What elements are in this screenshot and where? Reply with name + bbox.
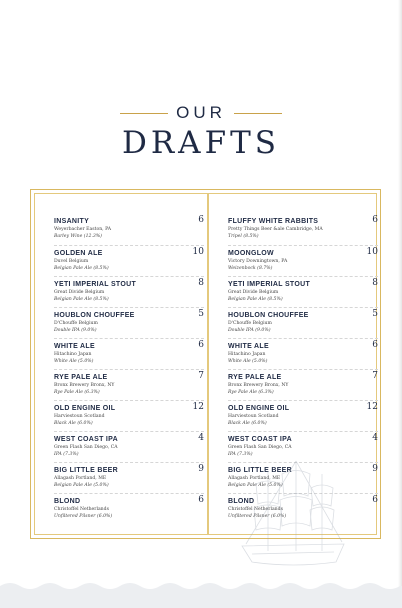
beer-number: 6 [198, 495, 204, 505]
beer-number: 12 [192, 402, 204, 412]
beer-style: White Ale (5.0%) [54, 359, 94, 364]
beer-number: 6 [372, 215, 378, 225]
list-item [54, 369, 204, 400]
beer-style: Belgian Pale Ale (5.0%) [228, 483, 283, 488]
beer-number: 5 [198, 309, 204, 319]
beer-name: OLD ENGINE OIL [228, 405, 290, 412]
beer-number: 9 [372, 464, 378, 474]
heading-our: OUR [176, 103, 226, 122]
beer-brewery: Harviestoun Scotland [54, 414, 105, 419]
heading-rule-right [234, 113, 282, 114]
beer-number: 6 [198, 215, 204, 225]
beer-number: 7 [198, 371, 204, 381]
beer-number: 10 [366, 247, 378, 257]
beer-name: BIG LITTLE BEER [54, 467, 118, 474]
list-item [228, 400, 378, 431]
beer-brewery: Allagash Portland, ME [54, 476, 107, 481]
beer-brewery: Great Divide Belgium [54, 290, 105, 295]
beer-number: 7 [372, 371, 378, 381]
list-item [54, 276, 204, 307]
heading-rule-left [120, 113, 168, 114]
beer-brewery: Hitachino Japan [54, 352, 92, 357]
beer-name: WEST COAST IPA [54, 436, 118, 443]
beer-brewery: Victory Downingtown, PA [228, 259, 288, 264]
page-edge-shadow [398, 0, 402, 608]
list-item [228, 338, 378, 369]
beer-style: White Ale (5.0%) [228, 359, 268, 364]
beer-name: INSANITY [54, 218, 90, 225]
beer-number: 8 [372, 278, 378, 288]
beer-number: 4 [198, 433, 204, 443]
beer-name: YETI IMPERIAL STOUT [228, 281, 311, 288]
beer-style: IPA (7.3%) [54, 452, 79, 457]
list-item [228, 307, 378, 338]
beer-brewery: Great Divide Belgium [228, 290, 279, 295]
beer-number: 8 [198, 278, 204, 288]
beer-brewery: Christoffel Netherlands [54, 507, 109, 512]
beer-style: Black Ale (6.0%) [228, 421, 267, 426]
beer-number: 9 [198, 464, 204, 474]
list-item [54, 245, 204, 276]
left-column [54, 214, 204, 524]
heading-drafts: DRAFTS [121, 125, 280, 161]
beer-number: 4 [372, 433, 378, 443]
beer-number: 10 [192, 247, 204, 257]
beer-style: Tripel (8.5%) [228, 234, 259, 239]
list-item [228, 369, 378, 400]
beer-name: YETI IMPERIAL STOUT [54, 281, 137, 288]
beer-name: WHITE ALE [228, 343, 269, 350]
beer-name: MOONGLOW [228, 250, 274, 257]
column-divider [207, 194, 209, 534]
beer-brewery: D'Chouffe Belgium [228, 321, 272, 326]
beer-number: 12 [366, 402, 378, 412]
beer-brewery: Green Flash San Diego, CA [54, 445, 118, 450]
beer-brewery: Duvel Belgium [54, 259, 89, 264]
menu-heading [0, 102, 402, 160]
wave-border-icon [0, 578, 402, 608]
list-item [54, 214, 204, 245]
beer-style: Barley Wine (12.3%) [54, 234, 102, 239]
beer-style: Rye Pale Ale (6.3%) [228, 390, 274, 395]
list-item [54, 431, 204, 462]
beer-style: Belgian Pale Ale (5.0%) [54, 483, 109, 488]
list-item [54, 307, 204, 338]
beer-brewery: Bronx Brewery Bronx, NY [228, 383, 289, 388]
beer-style: Double IPA (9.0%) [228, 328, 271, 333]
beer-name: RYE PALE ALE [228, 374, 282, 381]
beer-brewery: Weyerbacher Easton, PA [54, 227, 112, 232]
beer-style: Belgian Pale Ale (8.5%) [228, 297, 283, 302]
beer-style: Weizenbock (8.7%) [228, 266, 273, 271]
beer-name: BLOND [54, 498, 81, 505]
beer-style: Double IPA (9.0%) [54, 328, 97, 333]
beer-name: FLUFFY WHITE RABBITS [228, 218, 319, 225]
beer-name: WEST COAST IPA [228, 436, 292, 443]
beer-number: 6 [372, 495, 378, 505]
beer-brewery: Bronx Brewery Bronx, NY [54, 383, 115, 388]
beer-name: BIG LITTLE BEER [228, 467, 292, 474]
beer-style: Unfiltered Pilsner (6.0%) [54, 514, 113, 519]
list-item [228, 245, 378, 276]
list-item [54, 400, 204, 431]
beer-style: Unfiltered Pilsner (6.0%) [228, 514, 287, 519]
beer-style: Black Ale (6.0%) [54, 421, 93, 426]
beer-style: IPA (7.3%) [228, 452, 253, 457]
beer-brewery: Allagash Portland, ME [228, 476, 281, 481]
beer-number: 6 [372, 340, 378, 350]
beer-brewery: Hitachino Japan [228, 352, 266, 357]
list-item [228, 214, 378, 245]
beer-name: BLOND [228, 498, 255, 505]
beer-brewery: Green Flash San Diego, CA [228, 445, 292, 450]
beer-brewery: Pretty Things Beer &ale Cambridge, MA [228, 227, 323, 232]
beer-brewery: D'Chouffe Belgium [54, 321, 98, 326]
beer-style: Belgian Pale Ale (8.5%) [54, 297, 109, 302]
beer-style: Rye Pale Ale (6.3%) [54, 390, 100, 395]
list-item [54, 493, 204, 524]
beer-name: HOUBLON CHOUFFEE [54, 312, 135, 319]
list-item [228, 276, 378, 307]
beer-name: GOLDEN ALE [54, 250, 103, 257]
ship-illustration-icon [238, 456, 348, 576]
list-item [54, 462, 204, 493]
beer-number: 6 [198, 340, 204, 350]
beer-name: WHITE ALE [54, 343, 95, 350]
beer-brewery: Harviestoun Scotland [228, 414, 279, 419]
beer-name: HOUBLON CHOUFFEE [228, 312, 309, 319]
beer-style: Belgian Pale Ale (8.5%) [54, 266, 109, 271]
beer-number: 5 [372, 309, 378, 319]
heading-top-row [0, 102, 402, 124]
beer-brewery: Christoffel Netherlands [228, 507, 283, 512]
list-item [54, 338, 204, 369]
beer-name: RYE PALE ALE [54, 374, 108, 381]
beer-name: OLD ENGINE OIL [54, 405, 116, 412]
